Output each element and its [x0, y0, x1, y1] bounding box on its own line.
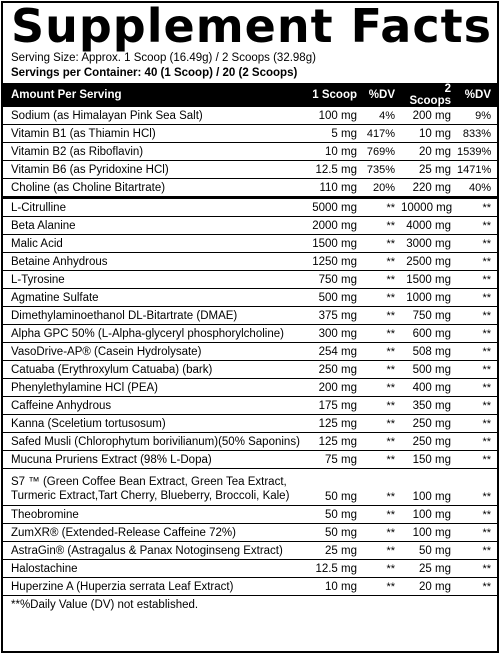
ingredient-name: Beta Alanine [3, 217, 303, 235]
dv-1-scoop: 4% [363, 107, 401, 125]
amount-1-scoop: 375 mg [303, 307, 363, 325]
dv-2-scoops: 40% [457, 179, 497, 198]
amount-1-scoop: 750 mg [303, 271, 363, 289]
ingredient-name: L-Tyrosine [3, 271, 303, 289]
dv-1-scoop: ** [363, 217, 401, 235]
dv-1-scoop: ** [363, 415, 401, 433]
dv-1-scoop: ** [363, 343, 401, 361]
amount-2-scoops: 508 mg [401, 343, 457, 361]
table-row [3, 271, 497, 289]
amount-1-scoop: 2000 mg [303, 217, 363, 235]
ingredient-name: Malic Acid [3, 235, 303, 253]
dv-1-scoop: 769% [363, 143, 401, 161]
dv-2-scoops: 1471% [457, 161, 497, 179]
amount-1-scoop: 250 mg [303, 361, 363, 379]
table-row [3, 125, 497, 143]
header-dv-1: %DV [368, 89, 395, 101]
amount-1-scoop: 75 mg [303, 451, 363, 469]
amount-2-scoops: 400 mg [401, 379, 457, 397]
amount-2-scoops: 350 mg [401, 397, 457, 415]
ingredient-name: Catuaba (Erythroxylum Catuaba) (bark) [3, 361, 303, 379]
footnote: **%Daily Value (DV) not established. [11, 599, 199, 611]
dv-2-scoops: ** [457, 506, 497, 524]
ingredient-name: S7 ™ (Green Coffee Bean Extract, Green Tea Extract, Turmeric Extract,Tart Cherry, Blueberry, Broccoli, Kale) [3, 469, 303, 506]
nutrient-table [3, 83, 497, 596]
dv-2-scoops: ** [457, 217, 497, 235]
dv-1-scoop: ** [363, 235, 401, 253]
dv-1-scoop: ** [363, 524, 401, 542]
ingredient-name: Sodium (as Himalayan Pink Sea Salt) [3, 107, 303, 125]
header-2-scoops: 2 Scoops [409, 83, 451, 107]
servings-per-container: Servings per Container: 40 (1 Scoop) / 20 (2 Scoops) [11, 67, 298, 79]
header-row [3, 83, 497, 107]
table-row [3, 397, 497, 415]
table-row [3, 560, 497, 578]
table-body [3, 107, 497, 596]
table-row [3, 289, 497, 307]
amount-1-scoop: 12.5 mg [303, 560, 363, 578]
amount-1-scoop: 1250 mg [303, 253, 363, 271]
dv-1-scoop: ** [363, 397, 401, 415]
dv-2-scoops: ** [457, 289, 497, 307]
dv-2-scoops: ** [457, 271, 497, 289]
ingredient-name: Dimethylaminoethanol DL-Bitartrate (DMAE) [3, 307, 303, 325]
amount-1-scoop: 25 mg [303, 542, 363, 560]
dv-2-scoops: ** [457, 325, 497, 343]
amount-2-scoops: 750 mg [401, 307, 457, 325]
ingredient-name: Theobromine [3, 506, 303, 524]
amount-1-scoop: 10 mg [303, 578, 363, 596]
ingredient-name: L-Citrulline [3, 198, 303, 217]
amount-2-scoops: 1000 mg [401, 289, 457, 307]
dv-1-scoop: ** [363, 506, 401, 524]
dv-1-scoop: ** [363, 578, 401, 596]
ingredient-name: Choline (as Choline Bitartrate) [3, 179, 303, 198]
ingredient-name: Kanna (Sceletium tortusosum) [3, 415, 303, 433]
dv-2-scoops: ** [457, 343, 497, 361]
amount-1-scoop: 125 mg [303, 433, 363, 451]
amount-2-scoops: 2500 mg [401, 253, 457, 271]
amount-2-scoops: 4000 mg [401, 217, 457, 235]
table-row [3, 325, 497, 343]
dv-1-scoop: ** [363, 253, 401, 271]
table-row [3, 379, 497, 397]
dv-2-scoops: ** [457, 433, 497, 451]
amount-1-scoop: 50 mg [303, 469, 363, 506]
amount-2-scoops: 250 mg [401, 433, 457, 451]
dv-2-scoops: ** [457, 253, 497, 271]
dv-1-scoop: ** [363, 560, 401, 578]
dv-2-scoops: 9% [457, 107, 497, 125]
amount-2-scoops: 10 mg [401, 125, 457, 143]
amount-2-scoops: 100 mg [401, 469, 457, 506]
dv-2-scoops: ** [457, 469, 497, 506]
amount-1-scoop: 1500 mg [303, 235, 363, 253]
dv-2-scoops: ** [457, 451, 497, 469]
amount-1-scoop: 12.5 mg [303, 161, 363, 179]
dv-2-scoops: 833% [457, 125, 497, 143]
ingredient-name: VasoDrive-AP® (Casein Hydrolysate) [3, 343, 303, 361]
supplement-facts-panel [1, 1, 499, 653]
ingredient-name: Mucuna Pruriens Extract (98% L-Dopa) [3, 451, 303, 469]
amount-2-scoops: 3000 mg [401, 235, 457, 253]
amount-2-scoops: 25 mg [401, 161, 457, 179]
table-row [3, 179, 497, 198]
dv-2-scoops: ** [457, 198, 497, 217]
amount-2-scoops: 600 mg [401, 325, 457, 343]
dv-1-scoop: ** [363, 361, 401, 379]
ingredient-name: Vitamin B1 (as Thiamin HCl) [3, 125, 303, 143]
dv-1-scoop: ** [363, 379, 401, 397]
dv-1-scoop: 20% [363, 179, 401, 198]
header-dv-2: %DV [464, 89, 491, 101]
amount-1-scoop: 5 mg [303, 125, 363, 143]
amount-1-scoop: 110 mg [303, 179, 363, 198]
amount-2-scoops: 20 mg [401, 143, 457, 161]
table-row [3, 361, 497, 379]
amount-2-scoops: 200 mg [401, 107, 457, 125]
header-1-scoop: 1 Scoop [312, 89, 357, 101]
amount-2-scoops: 500 mg [401, 361, 457, 379]
amount-1-scoop: 175 mg [303, 397, 363, 415]
dv-1-scoop: ** [363, 198, 401, 217]
dv-1-scoop: 735% [363, 161, 401, 179]
amount-2-scoops: 150 mg [401, 451, 457, 469]
header-amount-per-serving: Amount Per Serving [11, 89, 122, 101]
table-row [3, 415, 497, 433]
dv-2-scoops: ** [457, 397, 497, 415]
ingredient-name: Vitamin B2 (as Riboflavin) [3, 143, 303, 161]
amount-2-scoops: 220 mg [401, 179, 457, 198]
dv-2-scoops: ** [457, 361, 497, 379]
ingredient-name: Alpha GPC 50% (L-Alpha-glyceryl phosphorylcholine) [3, 325, 303, 343]
table-row [3, 235, 497, 253]
ingredient-name: Betaine Anhydrous [3, 253, 303, 271]
dv-1-scoop: ** [363, 451, 401, 469]
amount-1-scoop: 10 mg [303, 143, 363, 161]
amount-1-scoop: 254 mg [303, 343, 363, 361]
dv-2-scoops: ** [457, 542, 497, 560]
table-row [3, 578, 497, 596]
table-row [3, 107, 497, 125]
dv-1-scoop: ** [363, 433, 401, 451]
ingredient-name: Safed Musli (Chlorophytum borivilianum)(50% Saponins) [3, 433, 303, 451]
ingredient-name: AstraGin® (Astragalus & Panax Notoginseng Extract) [3, 542, 303, 560]
amount-2-scoops: 250 mg [401, 415, 457, 433]
amount-2-scoops: 100 mg [401, 524, 457, 542]
dv-2-scoops: ** [457, 307, 497, 325]
dv-1-scoop: ** [363, 289, 401, 307]
amount-2-scoops: 1500 mg [401, 271, 457, 289]
table-row [3, 161, 497, 179]
ingredient-name: ZumXR® (Extended-Release Caffeine 72%) [3, 524, 303, 542]
dv-1-scoop: 417% [363, 125, 401, 143]
table-row [3, 307, 497, 325]
amount-1-scoop: 100 mg [303, 107, 363, 125]
table-row [3, 469, 497, 506]
dv-2-scoops: ** [457, 560, 497, 578]
dv-2-scoops: ** [457, 415, 497, 433]
table-row [3, 433, 497, 451]
amount-1-scoop: 300 mg [303, 325, 363, 343]
table-row [3, 343, 497, 361]
amount-2-scoops: 20 mg [401, 578, 457, 596]
amount-1-scoop: 500 mg [303, 289, 363, 307]
amount-1-scoop: 200 mg [303, 379, 363, 397]
dv-2-scoops: ** [457, 235, 497, 253]
table-row [3, 143, 497, 161]
table-row [3, 524, 497, 542]
table-row [3, 506, 497, 524]
amount-1-scoop: 50 mg [303, 524, 363, 542]
table-row [3, 451, 497, 469]
panel-title: Supplement Facts [11, 0, 492, 53]
ingredient-name: Caffeine Anhydrous [3, 397, 303, 415]
table-header [3, 83, 497, 107]
amount-1-scoop: 50 mg [303, 506, 363, 524]
ingredient-name: Agmatine Sulfate [3, 289, 303, 307]
dv-1-scoop: ** [363, 469, 401, 506]
dv-1-scoop: ** [363, 325, 401, 343]
amount-1-scoop: 5000 mg [303, 198, 363, 217]
amount-2-scoops: 25 mg [401, 560, 457, 578]
table-row [3, 542, 497, 560]
ingredient-name: Phenylethylamine HCl (PEA) [3, 379, 303, 397]
amount-2-scoops: 10000 mg [401, 198, 457, 217]
amount-2-scoops: 100 mg [401, 506, 457, 524]
ingredient-name: Halostachine [3, 560, 303, 578]
dv-2-scoops: ** [457, 524, 497, 542]
dv-1-scoop: ** [363, 307, 401, 325]
dv-1-scoop: ** [363, 542, 401, 560]
table-row [3, 217, 497, 235]
ingredient-name: Vitamin B6 (as Pyridoxine HCl) [3, 161, 303, 179]
ingredient-name: Huperzine A (Huperzia serrata Leaf Extract) [3, 578, 303, 596]
amount-1-scoop: 125 mg [303, 415, 363, 433]
dv-1-scoop: ** [363, 271, 401, 289]
dv-2-scoops: ** [457, 578, 497, 596]
dv-2-scoops: 1539% [457, 143, 497, 161]
amount-2-scoops: 50 mg [401, 542, 457, 560]
table-row [3, 198, 497, 217]
table-row [3, 253, 497, 271]
serving-size: Serving Size: Approx. 1 Scoop (16.49g) / 2 Scoops (32.98g) [11, 52, 316, 64]
dv-2-scoops: ** [457, 379, 497, 397]
